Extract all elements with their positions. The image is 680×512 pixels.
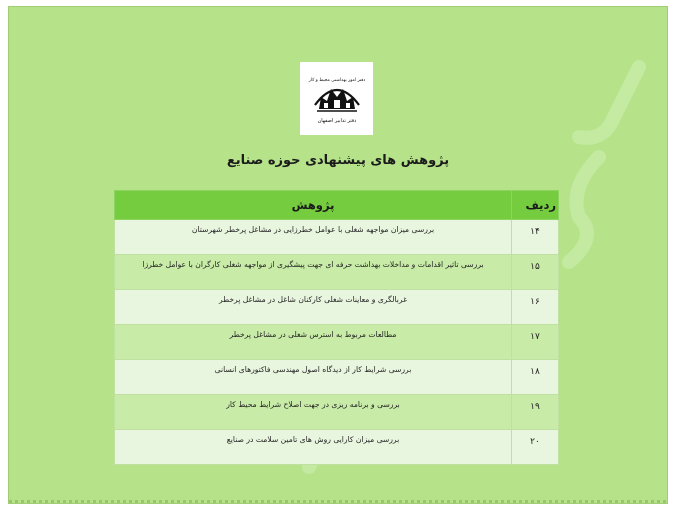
row-number: ۱۶ (512, 290, 559, 325)
row-number: ۱۵ (512, 255, 559, 290)
row-text: غربالگری و معاینات شغلی کارکنان شاغل در مشاغل پرخطر (115, 290, 512, 325)
row-text: بررسی میزان کارایی روش های تامین سلامت در صنایع (115, 430, 512, 465)
row-number: ۱۴ (512, 220, 559, 255)
row-text: بررسی تاثیر اقدامات و مداخلات بهداشت حرفه ای جهت پیشگیری از مواجهه شغلی کارگران با عوامل خطرزا (115, 255, 512, 290)
table-row (115, 395, 559, 430)
header-research: پژوهش (115, 191, 512, 220)
row-number: ۲۰ (512, 430, 559, 465)
table-header-row (115, 191, 559, 220)
table-row (115, 290, 559, 325)
table-row (115, 220, 559, 255)
row-text: بررسی شرایط کار از دیدگاه اصول مهندسی فاکتورهای انسانی (115, 360, 512, 395)
daftar-logo-icon (305, 67, 369, 131)
research-table (114, 190, 559, 465)
row-text: مطالعات مربوط به استرس شغلی در مشاغل پرخطر (115, 325, 512, 360)
table-row (115, 325, 559, 360)
logo-text-top: دفتر امور بهداشتی محیط و کار (308, 77, 365, 83)
row-text: بررسی میزان مواجهه شغلی با عوامل خطرزایی در مشاغل پرخطر شهرستان (115, 220, 512, 255)
table-row (115, 255, 559, 290)
row-text: بررسی و برنامه ریزی در جهت اصلاح شرایط محیط کار (115, 395, 512, 430)
row-number: ۱۷ (512, 325, 559, 360)
table-row (115, 360, 559, 395)
logo (300, 62, 373, 135)
logo-text-bottom: دفتر تدابیر اصفهان (317, 117, 356, 124)
table-row (115, 430, 559, 465)
document-page (8, 6, 668, 504)
header-row-number: ردیف (512, 191, 559, 220)
row-number: ۱۸ (512, 360, 559, 395)
page-title: پژوهش های پیشنهادی حوزه صنایع (226, 153, 450, 168)
row-number: ۱۹ (512, 395, 559, 430)
